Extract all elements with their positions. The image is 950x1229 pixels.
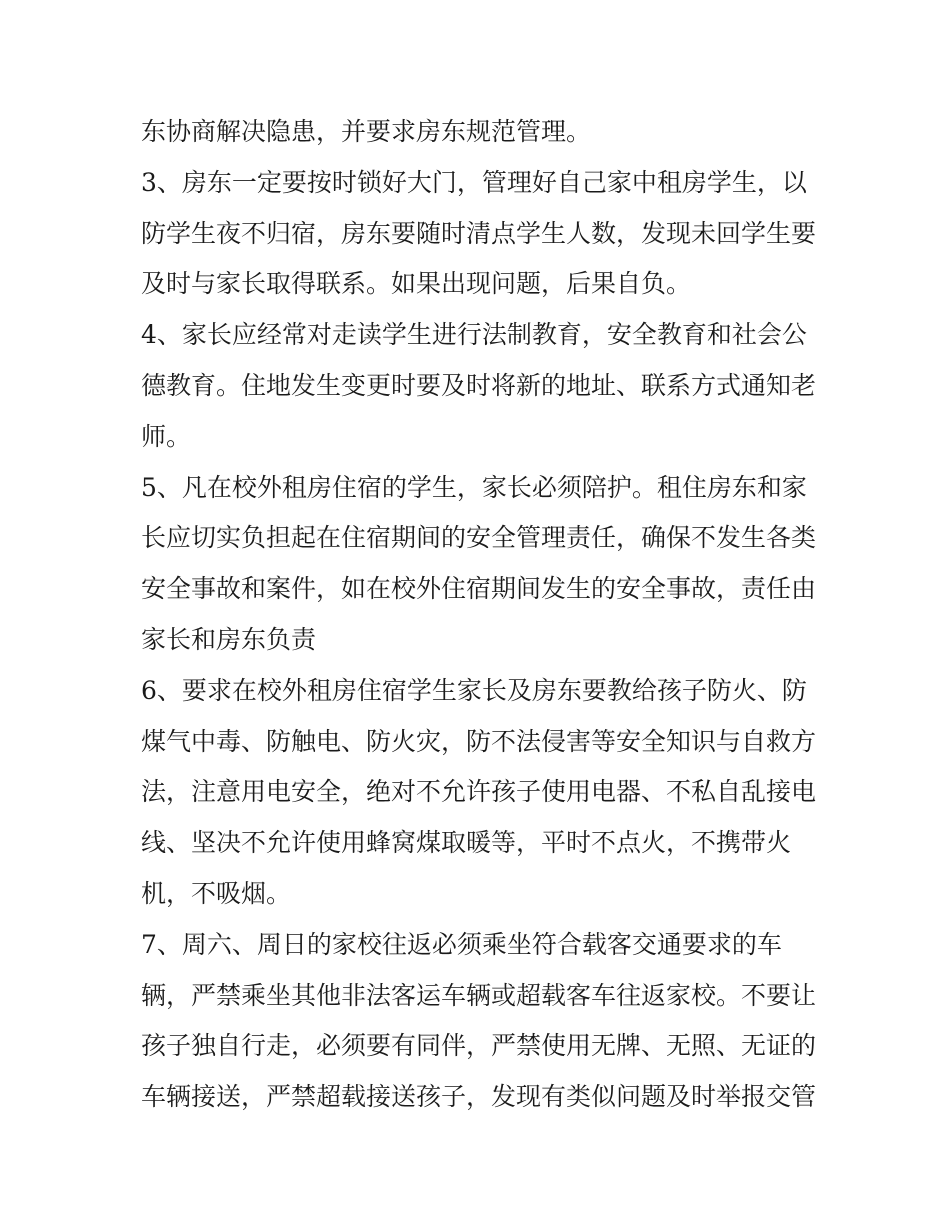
text-line: 3、房东一定要按时锁好大门，管理好自己家中租房学生，以 [141, 167, 807, 197]
text-line: 5、凡在校外租房住宿的学生，家长必须陪护。租住房东和家 [141, 472, 807, 502]
text-line: 车辆接送，严禁超载接送孩子，发现有类似问题及时举报交管 [141, 1082, 816, 1112]
text-line: 法，注意用电安全，绝对不允许孩子使用电器、不私自乱接电 [141, 777, 816, 807]
text-line: 师。 [141, 421, 192, 451]
text-line: 线、坚决不允许使用蜂窝煤取暖等，平时不点火，不携带火 [141, 828, 792, 858]
text-line: 辆，严禁乘坐其他非法客运车辆或超载客车往返家校。不要让 [141, 980, 816, 1010]
text-line: 安全事故和案件，如在校外住宿期间发生的安全事故，责任由 [141, 574, 816, 604]
text-line: 机，不吸烟。 [141, 878, 292, 908]
text-line: 及时与家长取得联系。如果出现问题，后果自负。 [141, 269, 692, 299]
text-line: 煤气中毒、防触电、防火灾，防不法侵害等安全知识与自救方 [141, 726, 816, 756]
text-line: 长应切实负担起在住宿期间的安全管理责任，确保不发生各类 [141, 523, 816, 553]
text-line: 防学生夜不归宿，房东要随时清点学生人数，发现未回学生要 [141, 218, 816, 248]
text-line: 东协商解决隐患，并要求房东规范管理。 [141, 117, 592, 146]
text-line: 家长和房东负责 [141, 624, 317, 654]
text-line: 4、家长应经常对走读学生进行法制教育，安全教育和社会公 [141, 320, 807, 350]
text-line: 德教育。住地发生变更时要及时将新的地址、联系方式通知老 [141, 370, 816, 400]
text-line: 孩子独自行走，必须要有同伴，严禁使用无牌、无照、无证的 [141, 1031, 816, 1061]
text-line: 6、要求在校外租房住宿学生家长及房东要教给孩子防火、防 [141, 675, 807, 705]
document-body [141, 107, 816, 1123]
text-line: 7、周六、周日的家校往返必须乘坐符合载客交通要求的车 [141, 929, 782, 959]
